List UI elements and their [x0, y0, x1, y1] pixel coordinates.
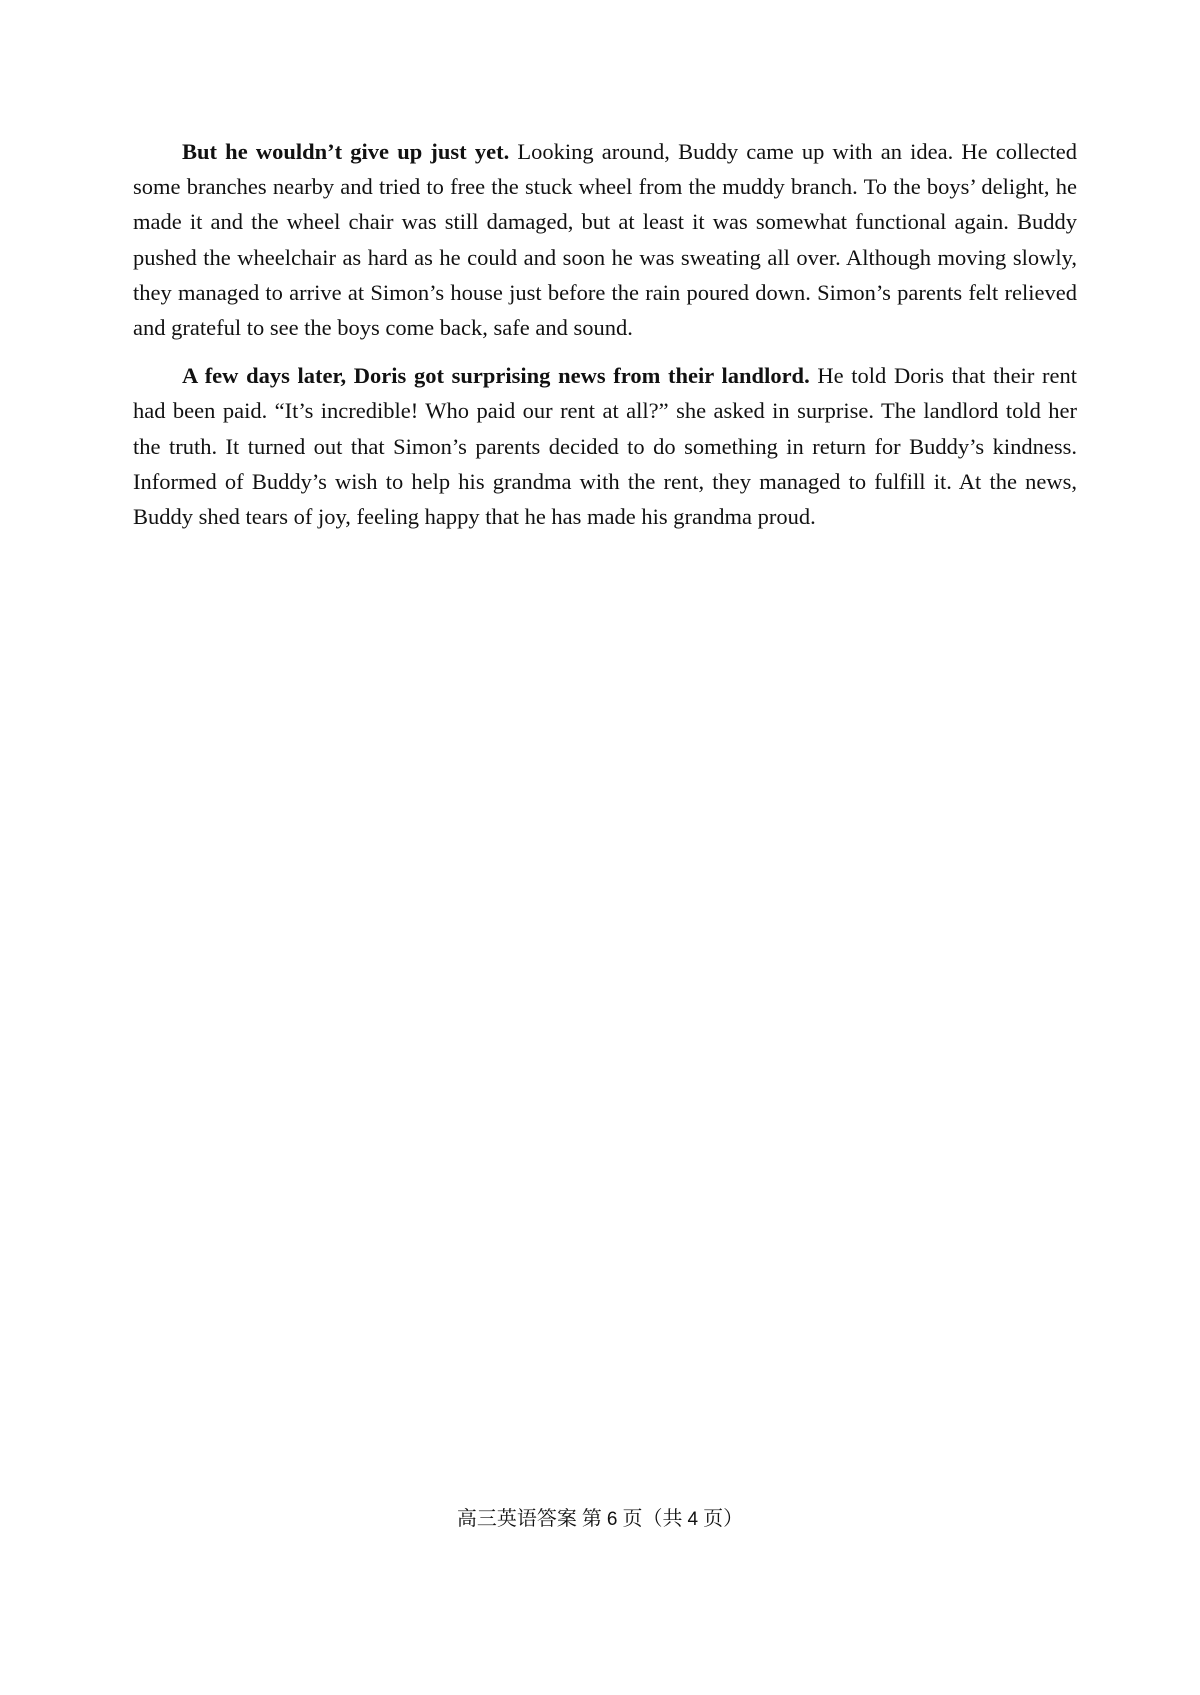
footer-prefix: 高三英语答案 第 — [456, 1508, 602, 1530]
essay-paragraph-2 — [133, 358, 1077, 534]
footer-middle: 页（共 — [622, 1508, 683, 1530]
answer-essay-body — [133, 134, 1077, 547]
footer-page-number: 6 — [606, 1509, 618, 1530]
paragraph-1-text: Looking around, Buddy came up with an idea. He collected some branches nearby and tried to free the stuck wheel from the muddy branch. To the boys’ delight, he made it and the wheel chair was still damaged, but at least it was somewhat functional again. Buddy pushed the wheelchair as hard as he could and soon he was sweating all over. Although moving slowly, they managed to arrive at Simon’s house just before the rain poured down. Simon’s parents felt relieved and grateful to see the boys come back, safe and sound. — [133, 139, 1078, 341]
footer-total-pages: 4 — [687, 1509, 699, 1530]
paragraph-2-text: He told Doris that their rent had been paid. “It’s incredible! Who paid our rent at all?” she asked in surprise. The landlord told her the truth. It turned out that Simon’s parents decided to do something in return for Buddy’s kindness. Informed of Buddy’s wish to help his grandma with the rent, they managed to fulfill it. At the news, Buddy shed tears of joy, feeling happy that he has made his grandma proud. — [133, 363, 1077, 530]
paragraph-2-lead-sentence: A few days later, Doris got surprising news from their landlord. — [182, 363, 810, 389]
paragraph-1-lead-sentence: But he wouldn’t give up just yet. — [182, 139, 510, 164]
footer-suffix: 页） — [703, 1508, 744, 1530]
essay-paragraph-1 — [133, 134, 1077, 345]
page-footer — [0, 1505, 1200, 1534]
